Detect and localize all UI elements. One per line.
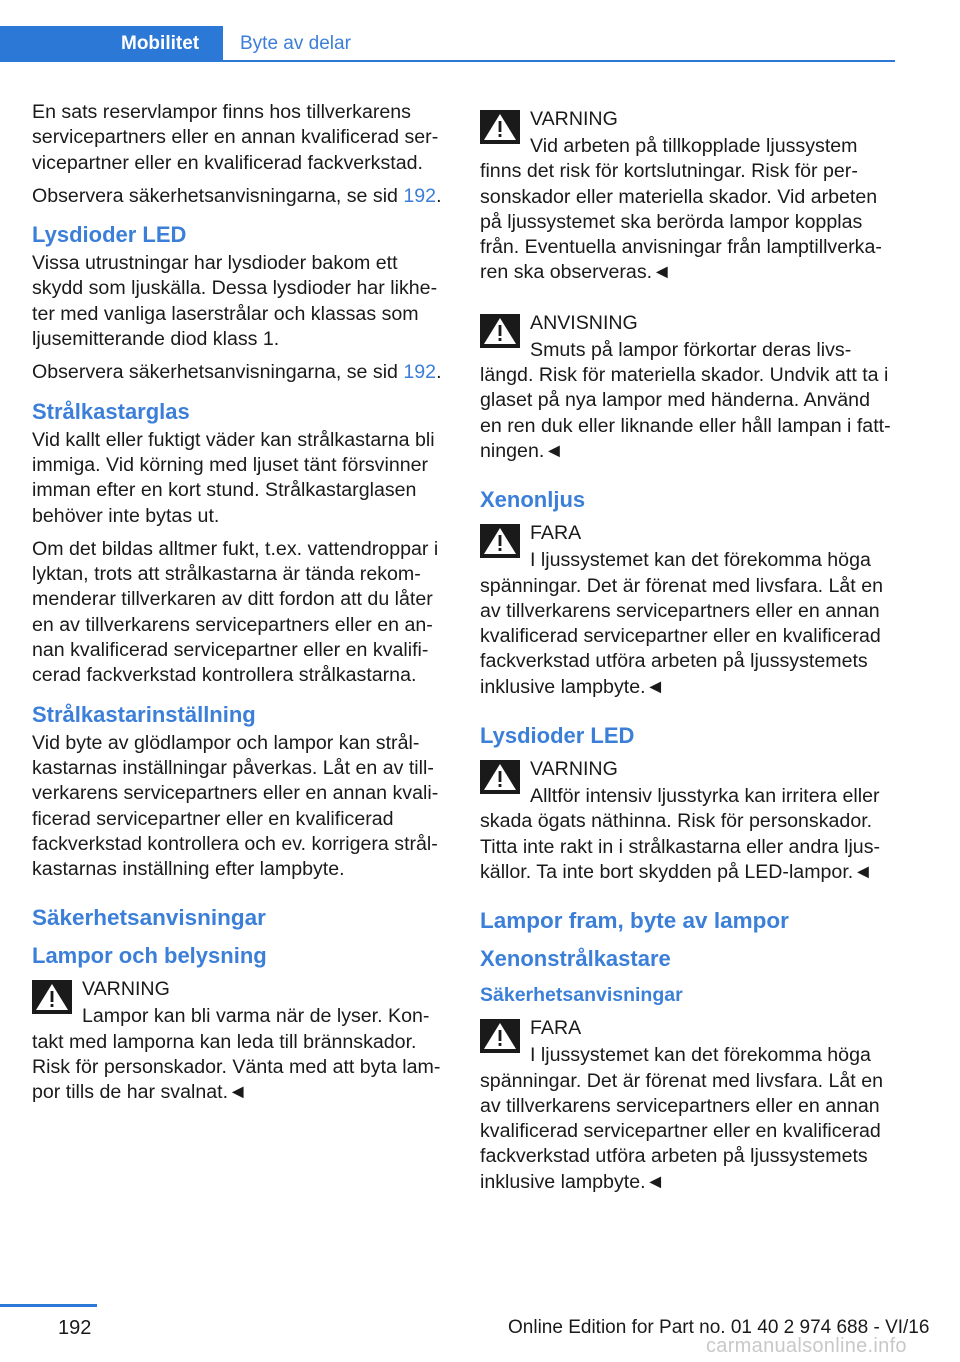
section-tab-byte-av-delar[interactable]: Byte av delar xyxy=(240,33,351,54)
warning-text: Lampor kan bli varma när de lyser. Kontakt med lamporna kan leda till brännskador. Risk för personskador. Vänta med att byta lampor tills de har svalnat.◄ xyxy=(32,1005,441,1104)
paragraph: Om det bildas alltmer fukt, t.ex. vattendroppar i lyktan, trots att strålkastarna är tända rekommenderar tillverkaren av ditt fordon att du låter en av tillverkarens servicepartners eller en annan kvalificerad servicepartner eller en kvalificerad fackverkstad kontrollera strålkastarna. xyxy=(32,537,439,687)
paragraph: Vid kallt eller fuktigt väder kan strålkastarna bli immiga. Vid körning med ljuset tänt försvinner imman efter en kort stund. Strålkastarglasen behöver inte bytas ut. xyxy=(32,428,435,527)
page-link[interactable]: 192 xyxy=(403,361,437,384)
danger-text: I ljussystemet kan det förekomma höga spänningar. Det är förenat med livsfara. Låt en av tillverkarens servicepartners eller en annan kvalificerad servicepartner eller en kvalificerad fackverkstad utföra arbeten på ljussystemets inklusive lampbyte.◄ xyxy=(480,549,883,698)
edition-info: Online Edition for Part no. 01 40 2 974 688 - VI/16 xyxy=(508,1317,930,1338)
warning-triangle-icon xyxy=(32,980,72,1014)
heading-lampor-och-belysning: Lampor och belysning xyxy=(32,943,267,969)
heading-sakerhetsanvisningar: Säkerhetsanvisningar xyxy=(480,984,683,1007)
heading-lampor-fram: Lampor fram, byte av lampor xyxy=(480,908,789,934)
heading-lysdioder-led: Lysdioder LED xyxy=(32,222,187,248)
heading-stralkastarglas: Strålkastarglas xyxy=(32,398,190,424)
notice-text: Smuts på lampor förkortar deras livslängd. Risk för materiella skador. Undvik att ta i glaset på nya lampor med händerna. Använd en ren duk eller liknande eller håll lampan i fattningen.◄ xyxy=(480,338,891,462)
footer-rule xyxy=(0,1304,97,1307)
warning-box xyxy=(480,754,896,885)
warning-text: Vid arbeten på tillkopplade ljussystem finns det risk för kortslutningar. Risk för personskador eller materiella skador. Vid arbeten på ljussystemet ska berörda lampor kopplas från. Eventuella anvisningar från lamptillverkaren ska observeras.◄ xyxy=(480,135,882,284)
paragraph: Vid byte av glödlampor och lampor kan strålkastarnas inställningar påverkas. Låt en av tillverkarens servicepartners eller en annan kvalificerad servicepartner eller en kvalificerad fackverkstad kontrollera och ev. korrigera strålkastarnas inställning efter lampbyte. xyxy=(32,731,439,881)
danger-box xyxy=(480,518,896,700)
notice-title: ANVISNING xyxy=(530,311,638,334)
heading-xenonljus: Xenonljus xyxy=(480,487,586,513)
paragraph-text: Observera säkerhetsanvisningarna, se sid xyxy=(32,361,404,384)
warning-box xyxy=(32,974,450,1105)
notice-box xyxy=(480,308,896,464)
heading-sakerhetsanvisningar: Säkerhetsanvisningar xyxy=(32,905,266,931)
warning-triangle-icon xyxy=(480,314,520,348)
header-rule xyxy=(223,60,895,62)
warning-box xyxy=(480,104,896,286)
page-link[interactable]: 192 xyxy=(403,184,437,207)
paragraph: En sats reservlampor finns hos tillverkarens servicepartners eller en annan kvalificerad servicepartner eller en kvalificerad fackverkstad. xyxy=(32,101,439,174)
paragraph-text: . xyxy=(436,361,442,384)
warning-title: VARNING xyxy=(530,108,618,130)
warning-triangle-icon xyxy=(480,524,520,558)
warning-title: VARNING xyxy=(82,978,170,1001)
chapter-header xyxy=(0,26,895,62)
warning-triangle-icon xyxy=(480,110,520,144)
right-column xyxy=(480,100,896,1217)
heading-stralkastarinstallning: Strålkastarinställning xyxy=(32,701,256,727)
paragraph-text: . xyxy=(436,184,442,207)
warning-triangle-icon xyxy=(480,760,520,794)
paragraph: Vissa utrustningar har lysdioder bakom ett skydd som ljuskälla. Dessa lysdioder har likheter med vanliga laserstrålar och klassas som ljusemitterande diod klass 1. xyxy=(32,252,438,351)
left-column xyxy=(32,100,450,1128)
paragraph xyxy=(32,360,450,385)
danger-title: FARA xyxy=(530,1017,582,1040)
warning-text: Alltför intensiv ljusstyrka kan irritera eller skada ögats näthinna. Risk för personskador. Titta inte rakt in i strålkastarna eller andra ljuskällor. Ta inte bort skydden på LED-lampor.◄ xyxy=(480,785,881,883)
paragraph-text: Observera säkerhetsanvisningarna, se sid xyxy=(32,184,404,207)
danger-box xyxy=(480,1013,896,1195)
heading-xenonstralkastare: Xenonstrålkastare xyxy=(480,946,671,972)
paragraph xyxy=(32,184,450,209)
watermark: carmanualsonline.info xyxy=(706,1335,907,1357)
warning-title: VARNING xyxy=(530,758,618,781)
warning-triangle-icon xyxy=(480,1019,520,1053)
chapter-tab-mobilitet[interactable]: Mobilitet xyxy=(0,26,223,62)
danger-text: I ljussystemet kan det förekomma höga spänningar. Det är förenat med livsfara. Låt en av tillverkarens servicepartners eller en annan kvalificerad servicepartner eller en kvalificerad fackverkstad utföra arbeten på ljussystemets inklusive lampbyte.◄ xyxy=(480,1044,883,1193)
heading-lysdioder-led: Lysdioder LED xyxy=(480,723,635,749)
page-number: 192 xyxy=(58,1317,92,1339)
danger-title: FARA xyxy=(530,522,582,545)
